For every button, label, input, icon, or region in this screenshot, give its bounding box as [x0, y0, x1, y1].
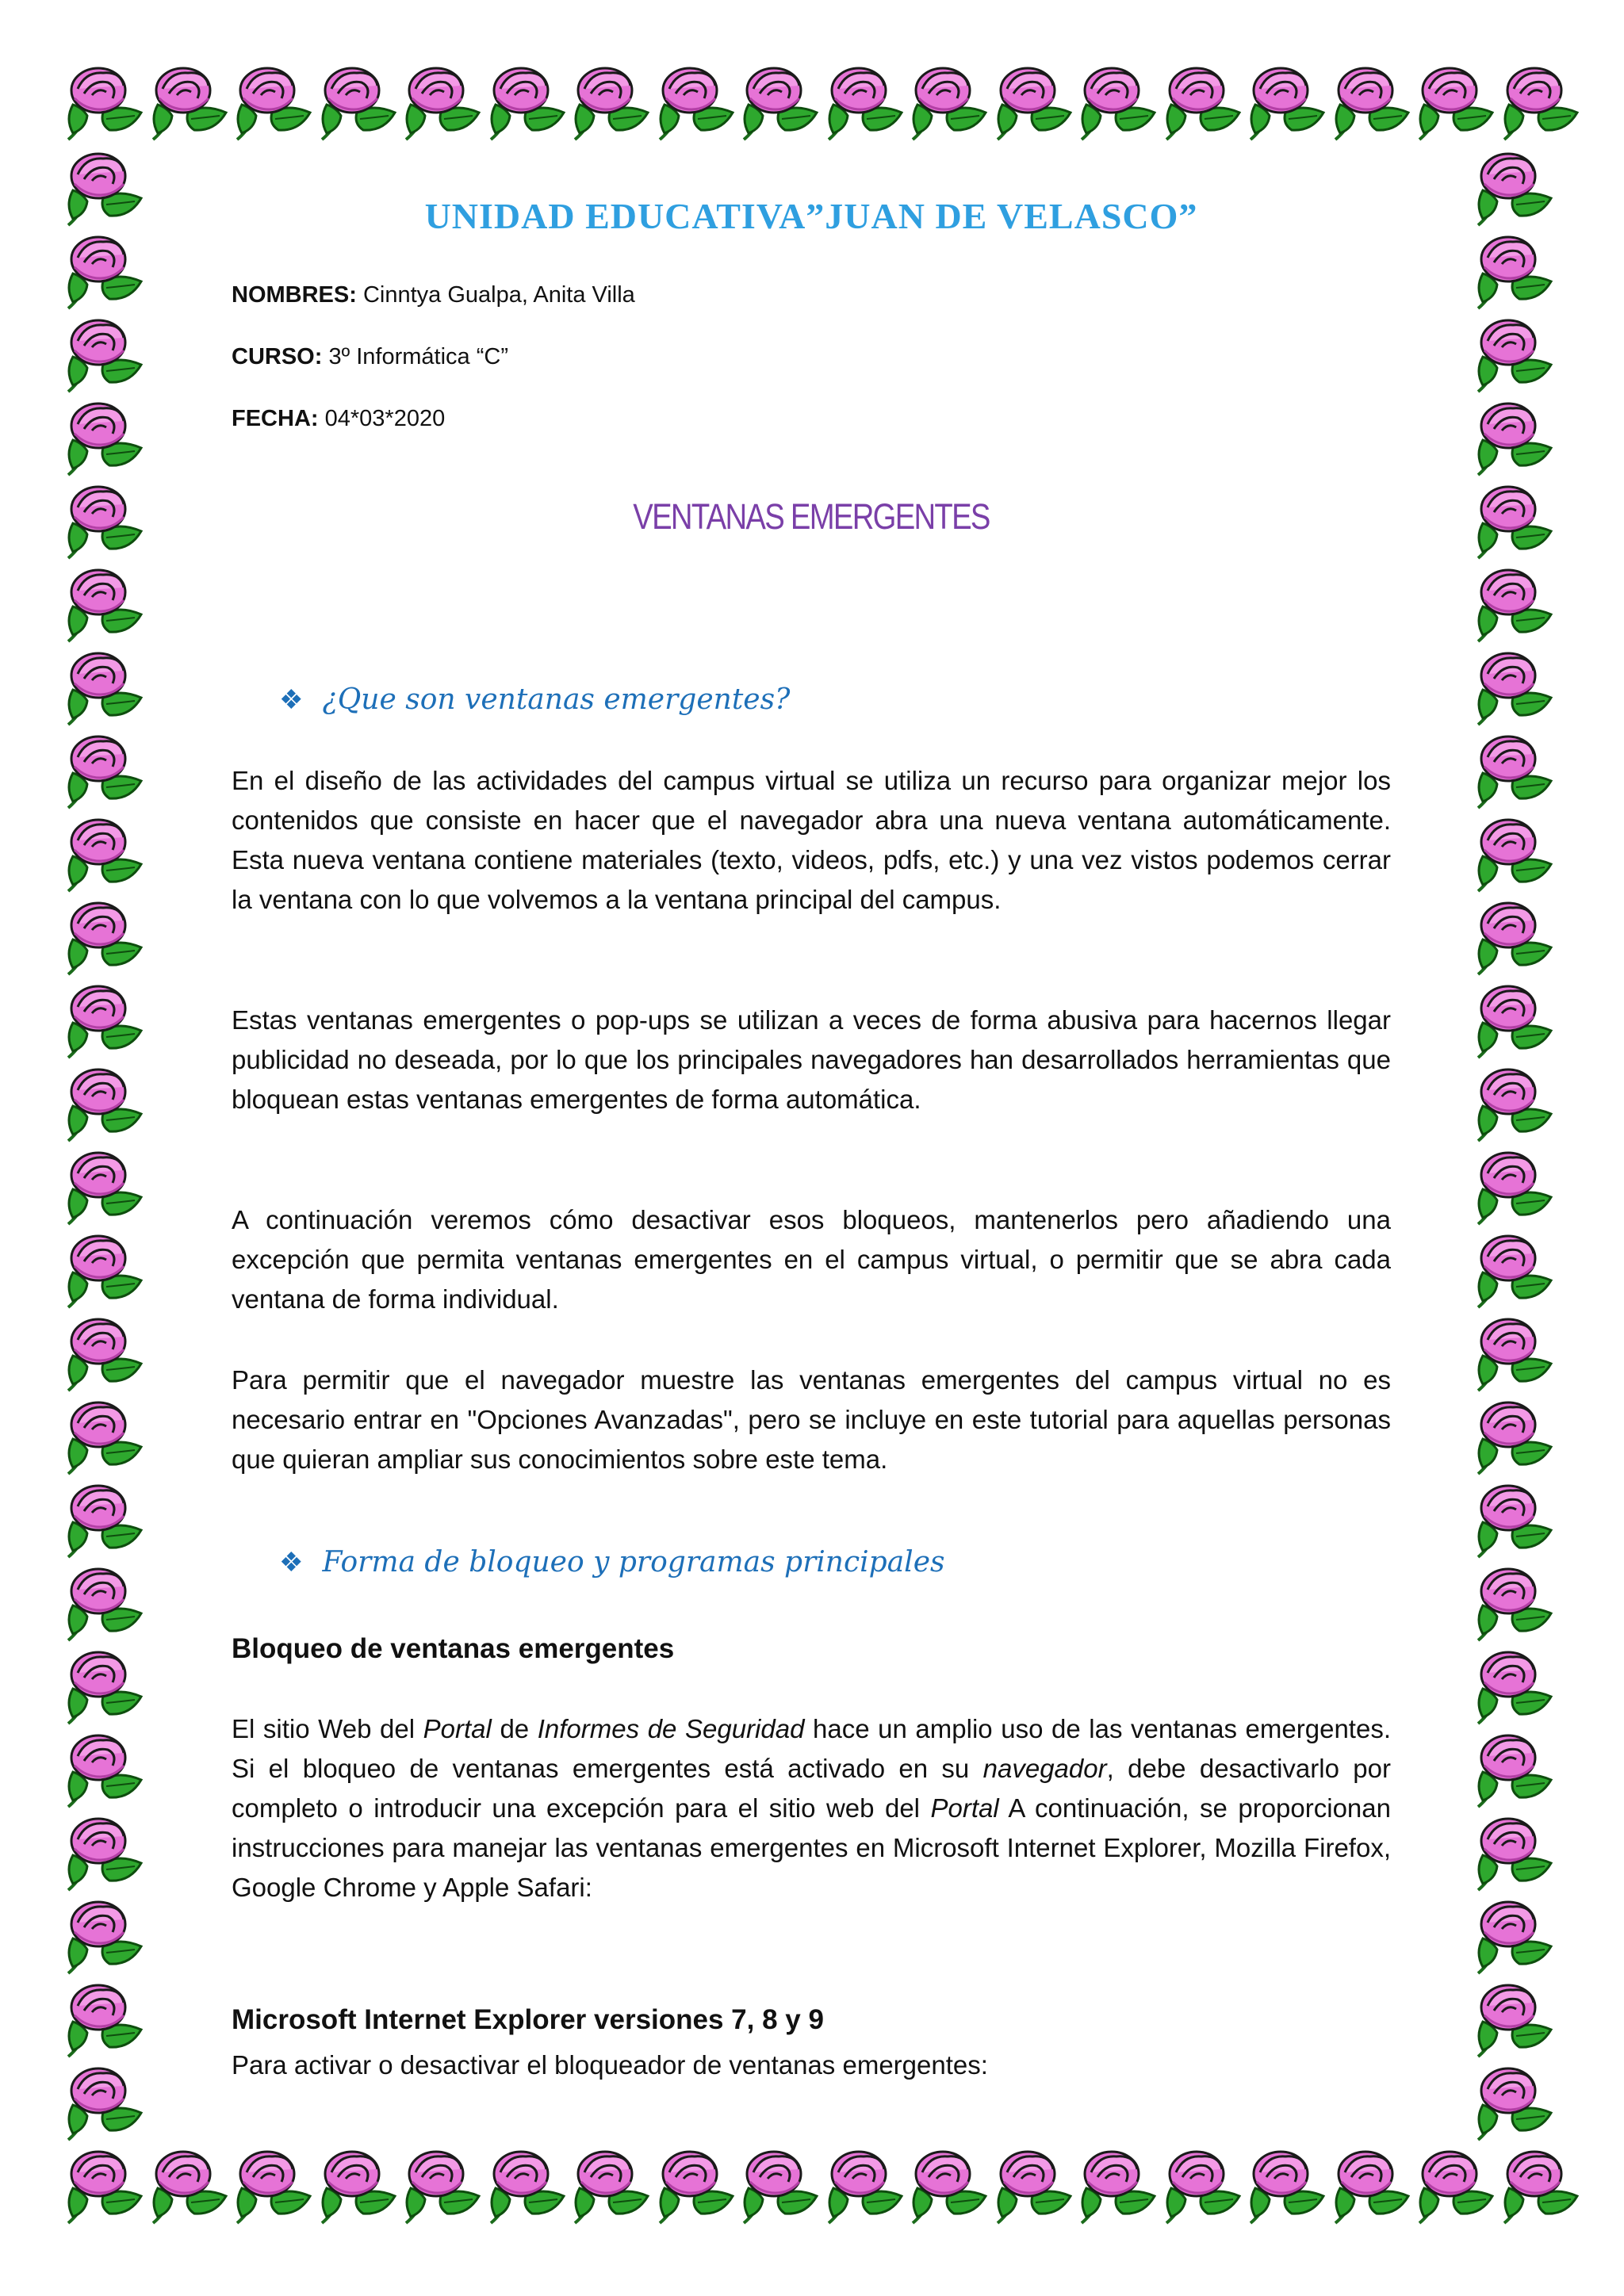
rose-icon — [62, 975, 151, 1064]
rose-icon — [62, 2141, 151, 2229]
paragraph-intro: En el diseño de las actividades del campus virtual se utiliza un recurso para organizar mejor los contenidos que consiste en hacer que el navegador abra una nueva ventana automáticamente. Esta nueva ventana contiene materiales (texto, videos, pdfs, etc.) y una vez vistos podemos cerrar la ventana con lo que volvemos a la ventana principal del campus. — [232, 766, 1391, 914]
rose-icon — [1498, 2141, 1587, 2229]
rose-icon — [1472, 892, 1561, 981]
rose-icon — [991, 57, 1080, 146]
rose-icon — [400, 57, 488, 146]
rose-icon — [1472, 1225, 1561, 1314]
rose-icon — [1472, 392, 1561, 481]
rose-icon — [1472, 642, 1561, 731]
rose-icon — [62, 309, 151, 398]
rose-icon — [62, 892, 151, 981]
rose-icon — [62, 226, 151, 315]
document-subtitle: VENTANAS EMERGENTES — [633, 496, 990, 537]
rose-icon — [1472, 809, 1561, 897]
rose-icon — [147, 57, 236, 146]
section-heading-text: ¿Que son ventanas emergentes? — [322, 683, 791, 716]
rose-icon — [1472, 309, 1561, 398]
rose-icon — [62, 57, 151, 146]
names-field — [232, 282, 635, 308]
rose-icon — [62, 392, 151, 481]
rose-icon — [991, 2141, 1080, 2229]
rose-icon — [822, 57, 911, 146]
rose-icon — [569, 57, 657, 146]
rose-icon — [62, 1808, 151, 1896]
rose-icon — [62, 1142, 151, 1230]
rose-icon — [1472, 975, 1561, 1064]
school-title: UNIDAD EDUCATIVA”JUAN DE VELASCO” — [424, 196, 1198, 236]
names-value: Cinntya Gualpa, Anita Villa — [356, 282, 635, 308]
rose-icon — [316, 2141, 404, 2229]
rose-icon — [62, 1058, 151, 1147]
rose-icon — [62, 1308, 151, 1397]
rose-icon — [1472, 1308, 1561, 1397]
rose-icon — [1472, 1475, 1561, 1563]
rose-icon — [62, 2057, 151, 2146]
rose-icon — [1075, 2141, 1164, 2229]
rose-icon — [1472, 476, 1561, 564]
rose-icon — [1472, 1391, 1561, 1480]
rose-icon — [62, 143, 151, 232]
bottom-rose-border — [62, 2141, 1561, 2229]
rose-icon — [1472, 725, 1561, 814]
rose-icon — [1329, 2141, 1418, 2229]
rose-icon — [62, 1391, 151, 1480]
rose-icon — [62, 1475, 151, 1563]
right-rose-border — [1472, 143, 1561, 2145]
rose-icon — [653, 2141, 742, 2229]
rose-icon — [1472, 1974, 1561, 2063]
heading-ie-versions: Microsoft Internet Explorer versiones 7, 8 y 9 — [232, 2004, 824, 2035]
rose-icon — [1413, 57, 1502, 146]
heading-popup-blocking: Bloqueo de ventanas emergentes — [232, 1633, 675, 1664]
rose-icon — [231, 2141, 320, 2229]
rose-icon — [906, 2141, 995, 2229]
names-label: NOMBRES: — [232, 282, 357, 308]
rose-icon — [485, 2141, 573, 2229]
rose-icon — [62, 1724, 151, 1813]
rose-icon — [822, 2141, 911, 2229]
top-rose-border — [62, 57, 1561, 146]
rose-icon — [1329, 57, 1418, 146]
course-field — [232, 344, 508, 370]
rose-icon — [1472, 1558, 1561, 1647]
section-heading-blocking — [279, 1546, 944, 1578]
rose-icon — [737, 2141, 826, 2229]
rose-icon — [1413, 2141, 1502, 2229]
rose-icon — [1160, 2141, 1249, 2229]
course-label: CURSO: — [232, 344, 323, 369]
rose-icon — [147, 2141, 236, 2229]
date-field — [232, 406, 445, 432]
rose-icon — [737, 57, 826, 146]
rose-icon — [1472, 1724, 1561, 1813]
rose-icon — [485, 57, 573, 146]
diamond-bullet-icon: ❖ — [279, 1547, 304, 1578]
rose-icon — [62, 1558, 151, 1647]
rose-icon — [1160, 57, 1249, 146]
paragraph-portal: El sitio Web del Portal de Informes de Seguridad hace un amplio uso de las ventanas emergentes. Si el bloqueo de ventanas emergentes está activado en su navegador, debe desactivarlo por completo o introducir una excepción para el sitio web del Portal A continuación, se proporcionan instrucciones para manejar las ventanas emergentes en Microsoft Internet Explorer, Mozilla Firefox, Google Chrome y Apple Safari: — [232, 1714, 1391, 1902]
rose-icon — [1472, 143, 1561, 232]
rose-icon — [1075, 57, 1164, 146]
rose-icon — [62, 1974, 151, 2063]
rose-icon — [1472, 1058, 1561, 1147]
paragraph-continuation: A continuación veremos cómo desactivar esos bloqueos, mantenerlos pero añadiendo una excepción que permita ventanas emergentes en el campus virtual, o permitir que se abra cada ventana de forma individual. — [232, 1205, 1391, 1314]
rose-icon — [62, 1225, 151, 1314]
rose-icon — [1498, 57, 1587, 146]
date-label: FECHA: — [232, 406, 319, 431]
section-heading-what-are — [279, 683, 790, 716]
rose-icon — [316, 57, 404, 146]
rose-icon — [62, 559, 151, 648]
rose-icon — [62, 1641, 151, 1730]
paragraph-advanced-options: Para permitir que el navegador muestre las ventanas emergentes del campus virtual no es necesario entrar en "Opciones Avanzadas", pero se incluye en este tutorial para aquellas personas que quieran ampliar sus conocimientos sobre este tema. — [232, 1365, 1391, 1474]
rose-icon — [1472, 226, 1561, 315]
rose-icon — [231, 57, 320, 146]
rose-icon — [1244, 57, 1333, 146]
paragraph-activate: Para activar o desactivar el bloqueador de ventanas emergentes: — [232, 2050, 988, 2080]
rose-icon — [906, 57, 995, 146]
rose-icon — [569, 2141, 657, 2229]
rose-icon — [1244, 2141, 1333, 2229]
rose-icon — [1472, 1142, 1561, 1230]
rose-icon — [62, 809, 151, 897]
rose-icon — [1472, 1641, 1561, 1730]
rose-icon — [400, 2141, 488, 2229]
course-value: 3º Informática “C” — [322, 344, 508, 369]
rose-icon — [62, 642, 151, 731]
rose-icon — [62, 476, 151, 564]
rose-icon — [1472, 2057, 1561, 2146]
rose-icon — [653, 57, 742, 146]
rose-icon — [62, 1891, 151, 1980]
date-value: 04*03*2020 — [318, 406, 446, 431]
paragraph-popups: Estas ventanas emergentes o pop-ups se utilizan a veces de forma abusiva para hacernos llegar publicidad no deseada, por lo que los principales navegadores han desarrollados herramientas que bloquean estas ventanas emergentes de forma automática. — [232, 1005, 1391, 1114]
rose-icon — [1472, 1891, 1561, 1980]
left-rose-border — [62, 143, 151, 2145]
diamond-bullet-icon: ❖ — [279, 684, 304, 716]
rose-icon — [1472, 559, 1561, 648]
rose-icon — [62, 725, 151, 814]
section-heading-text: Forma de bloqueo y programas principales — [322, 1546, 945, 1578]
rose-icon — [1472, 1808, 1561, 1896]
